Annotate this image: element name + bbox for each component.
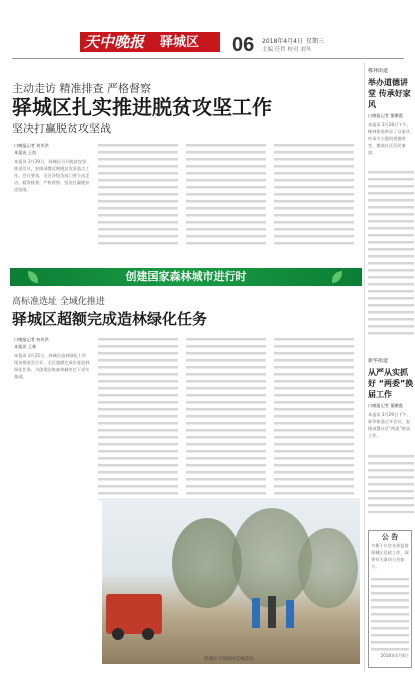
forest-headline: 驿城区超额完成造林绿化任务 [12,310,208,328]
forest-column [186,336,266,500]
side-byline: 口晚报记者 董鹏震 [368,403,403,408]
forest-column [98,336,178,500]
photo-caption: 驿城区开展植树造林活动。 [204,657,258,662]
forest-body [14,352,354,500]
masthead-rule [12,58,404,59]
notice-date: 2018年4月4日 [380,653,409,658]
issue-weekday: 星期三 [306,38,325,45]
side-headline: 举办道德讲堂 传承好家风 [368,78,411,109]
worker-icon [286,600,294,628]
tree-planting-photo [102,498,360,664]
side-byline: 口晚报记者 董鹏震 [368,113,403,118]
side-headline: 从严从实抓好 “两委”换届工作 [368,368,414,399]
issue-date: 2018年4月4日 [262,38,303,45]
lead-headline: 驿城区扎实推进脱贫攻坚工作 [12,95,272,119]
byline-line: 口晚报记者 何传洪 [14,337,49,342]
masthead [0,0,415,62]
lead-column: 本报讯 3月29日，驿城区召开脱贫攻坚推进会议，安排部署近期脱贫攻坚重点工作。会议要求，全区各级各部门要主动走访、精准排查、严格督察，坚决打赢脱贫攻坚战。 [14,159,90,192]
forest-banner [10,268,362,286]
worker-icon [268,596,276,628]
lead-subheadline: 坚决打赢脱贫攻坚战 [12,122,111,135]
page-number: 06 [232,34,255,56]
lead-body [14,158,354,246]
editor-roles: 主编 任哲 校对 刘冬 [262,47,312,53]
side-body-lines [368,169,414,337]
lead-column [98,142,178,246]
section-name: 驿城区 [160,34,200,49]
banner-text: 创建国家森林城市进行时 [125,270,247,283]
worker-icon [252,598,260,628]
lead-column [274,142,354,246]
notice-box [368,530,412,668]
tree-icon [298,528,358,608]
byline-line: 本报讯 王凯 [14,150,37,155]
truck-wheel-icon [112,628,124,640]
forest-byline [14,336,84,350]
byline-line: 口晚报记者 何传洪 [14,143,49,148]
newspaper-logo: 天中晚报 [84,33,145,51]
side-body: 本报讯 3月29日下午，新华街道召开会议，安排部署社区“两委”换届工作。 [368,412,411,438]
notice-body: 为便于社会各界监督驿城区民政工作，现将有关事项公告如下。 [371,543,409,569]
notice-body-lines [371,576,409,652]
lead-column [186,142,266,246]
forest-kicker: 高标准选址 全域化推进 [12,297,105,307]
side-body-lines [368,453,414,513]
side-kicker: 新华街道 [368,358,389,364]
truck-wheel-icon [142,628,154,640]
forest-column: 本报讯 3月25日，驿城区造林绿化工作现场推进会召开。全区超额完成年度造林绿化任务，为创建国家森林城市打下坚实基础。 [14,353,90,379]
lead-byline [14,142,74,156]
notice-title: 公 告 [381,533,399,541]
column-divider [364,62,365,672]
byline-line: 本报讯 王新 [14,344,37,349]
side-story-2 [368,358,414,513]
side-body: 本报讯 3月28日下午，橡林街道举办了以家风传承为主题的道德讲堂，邀请社区居民参加。 [368,122,411,155]
forest-column [274,336,354,500]
side-kicker: 橡林街道 [368,68,389,74]
side-story-1 [368,68,414,337]
lead-kicker: 主动走访 精准排查 严格督察 [12,82,151,95]
